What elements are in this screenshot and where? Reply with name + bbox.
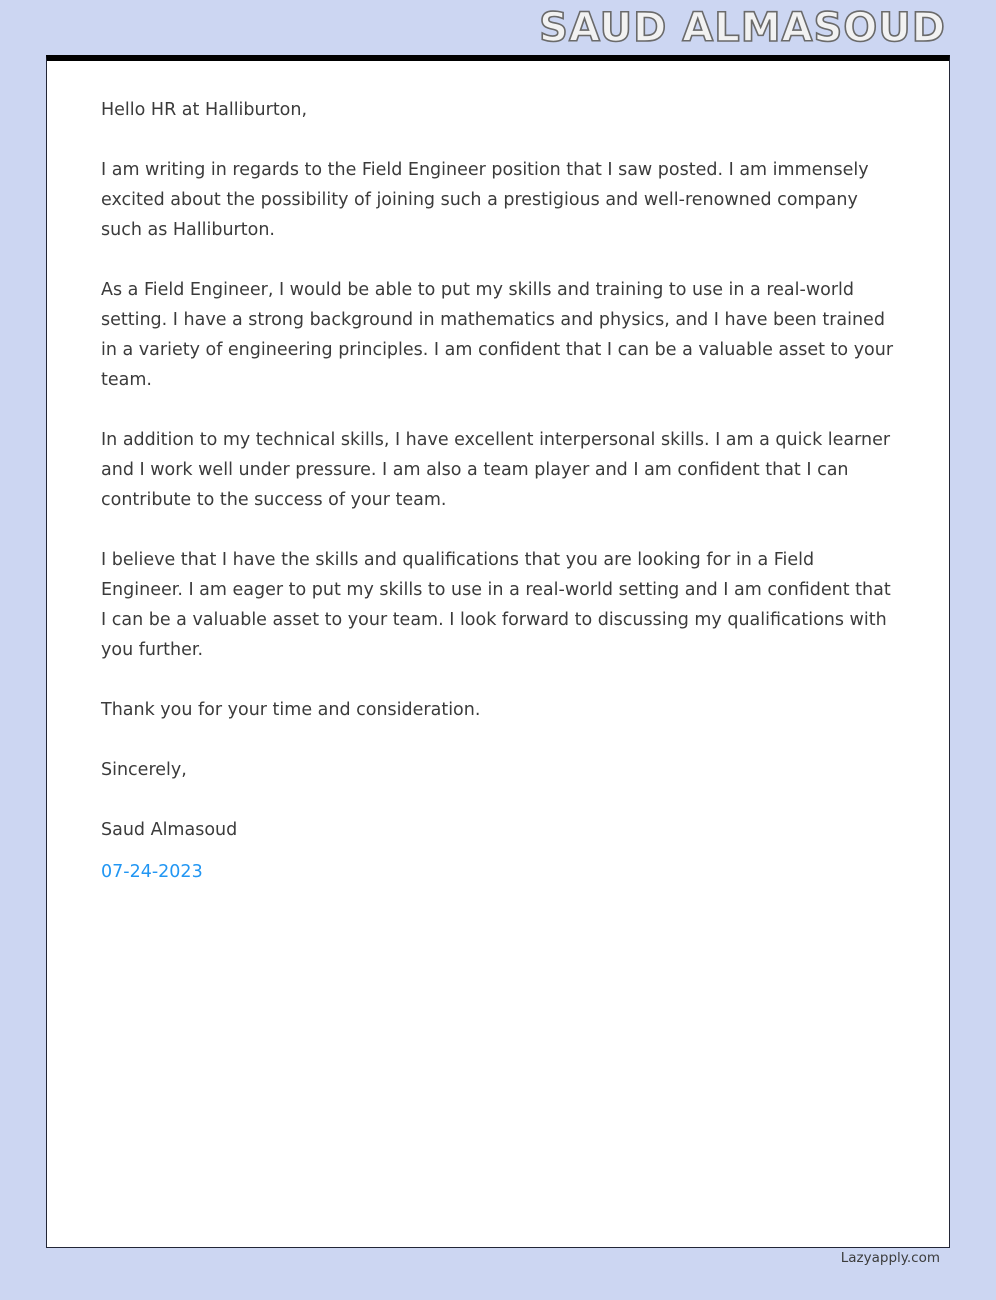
letter-date-link[interactable]: 07-24-2023 <box>101 862 203 882</box>
letter-paragraph: I believe that I have the skills and qualifications that you are looking for in a Field Engineer. I am eager to put my skills to use in a real-world setting and I am confident that I can be a valuable asset to your team. I look forward to discussing my qualifications with you further. <box>101 550 891 660</box>
letter-sheet <box>46 55 950 1248</box>
document-header <box>46 0 950 55</box>
letter-paragraph: Thank you for your time and consideration. <box>101 700 481 720</box>
letter-paragraph: In addition to my technical skills, I have excellent interpersonal skills. I am a quick learner and I work well under pressure. I am also a team player and I am confident that I can contribute to the success of your team. <box>101 430 891 510</box>
letter-body <box>101 95 895 887</box>
letter-signature: Saud Almasoud <box>101 820 238 840</box>
letter-paragraph: As a Field Engineer, I would be able to put my skills and training to use in a real-world setting. I have a strong background in mathematics and physics, and I have been trained in a variety of engineering principles. I am confident that I can be a valuable asset to your team. <box>101 280 894 390</box>
letter-paragraph: I am writing in regards to the Field Engineer position that I saw posted. I am immensely excited about the possibility of joining such a prestigious and well-renowned company such as Halliburton. <box>101 160 869 240</box>
lazyapply-brand-link[interactable]: Lazyapply.com <box>840 1250 940 1266</box>
letter-closing: Sincerely, <box>101 760 187 780</box>
applicant-name-heading: SAUD ALMASOUD <box>539 4 946 51</box>
letter-greeting: Hello HR at Halliburton, <box>101 100 308 120</box>
page-footer <box>46 1246 950 1270</box>
